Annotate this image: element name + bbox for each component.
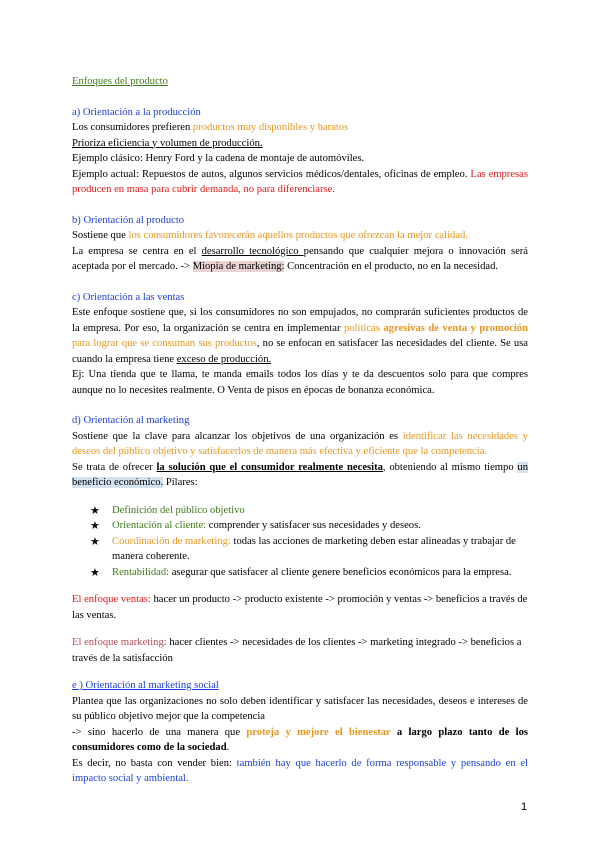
section-b-heading: b) Orientación al producto — [72, 214, 185, 226]
section-b-line1: Sostiene que los consumidores favorecerán aquellos productos que ofrezcan la mejor calidad. — [72, 230, 468, 241]
section-b-line2: La empresa se centra en el desarrollo tecnológico pensando que cualquier mejora o innovación será aceptada por el mercado. -> Miopía de marketing: Concentración en el producto, no en la necesidad. — [72, 245, 528, 272]
star-icon: ★ — [90, 503, 100, 517]
section-d-paragraph1: Sostiene que la clave para alcanzar los objetivos de una organización es identificar las necesidades y deseos del público objetivo y satisfacerlos de manera más efectiva y eficiente que la competencia. — [72, 430, 528, 457]
section-e-heading: e ) Orientación al marketing social — [72, 680, 219, 691]
pillar-item: ★ Orientación al cliente: comprender y satisfacer sus necesidades y deseos. — [90, 519, 421, 532]
star-icon: ★ — [90, 519, 100, 532]
enfoque-marketing: El enfoque marketing: hacer clientes -> necesidades de los clientes -> marketing integrado -> beneficios a través de la satisfacción — [72, 637, 522, 664]
star-icon: ★ — [90, 565, 100, 579]
section-a-line4: Ejemplo actual: Repuestos de autos, algunos servicios médicos/dentales, oficinas de empleo. Las empresas producen en masa para cubrir demanda, no para diferenciarse. — [72, 168, 528, 195]
pillar-item: ★ Rentabilidad: asegurar que satisfacer al cliente genere beneficios económicos para la empresa. — [90, 565, 512, 579]
section-c-paragraph1: Este enfoque sostiene que, si los consumidores no son empujados, no comprarán suficientes productos de la empresa. Por eso, la organización se centra en implementar políticas agresivas de venta y promoción para lograr que se consuman sus productos, no se enfocan en satisfacer las necesidades del cliente. Se usa cuando la empresa tiene exceso de producción. — [72, 307, 528, 365]
section-e-paragraph1: Plantea que las organizaciones no solo deben identificar y satisfacer las necesidades, deseos e intereses de su público objetivo mejor que la competencia — [72, 695, 528, 722]
section-a-line1: Los consumidores prefieren productos muy disponibles y baratos — [72, 122, 349, 133]
page-number: 1 — [521, 801, 528, 813]
section-a-line3: Ejemplo clásico: Henry Ford y la cadena de montaje de automóviles. — [72, 153, 365, 164]
document-page — [72, 74, 528, 787]
section-c-heading: c) Orientación a las ventas — [72, 291, 185, 303]
pillars-list — [90, 503, 528, 581]
pillar-item: ★ Coordinación de marketing: todas las acciones de marketing deben estar alineadas y trabajar de manera coherente. — [90, 534, 516, 562]
section-d-paragraph2: Se trata de ofrecer la solución que el consumidor realmente necesita, obteniendo al mismo tiempo un beneficio económico. Pilares: — [72, 461, 528, 488]
section-e-paragraph2: -> sino hacerlo de una manera que proteja y mejore el bienestar a largo plazo tanto de los consumidores como de la sociedad. — [72, 726, 528, 753]
section-e-paragraph3: Es decir, no basta con vender bien: también hay que hacerlo de forma responsable y pensando en el impacto social y ambiental. — [72, 757, 528, 784]
doc-title: Enfoques del producto — [72, 76, 168, 87]
enfoque-ventas: El enfoque ventas: hacer un producto -> producto existente -> promoción y ventas -> beneficios a través de las ventas. — [72, 594, 528, 621]
star-icon: ★ — [90, 534, 100, 548]
section-d-heading: d) Orientación al marketing — [72, 415, 190, 426]
pillar-item: ★ Definición del público objetivo — [90, 503, 245, 517]
section-c-paragraph2: Ej: Una tienda que te llama, te manda emails todos los días y te da descuentos solo para que compres aunque no lo necesites realmente. O Venta de pisos en épocas de bonanza económica. — [72, 369, 528, 396]
section-a-line2: Prioriza eficiencia y volumen de producción. — [72, 137, 263, 149]
section-a-heading: a) Orientación a la producción — [72, 106, 201, 118]
